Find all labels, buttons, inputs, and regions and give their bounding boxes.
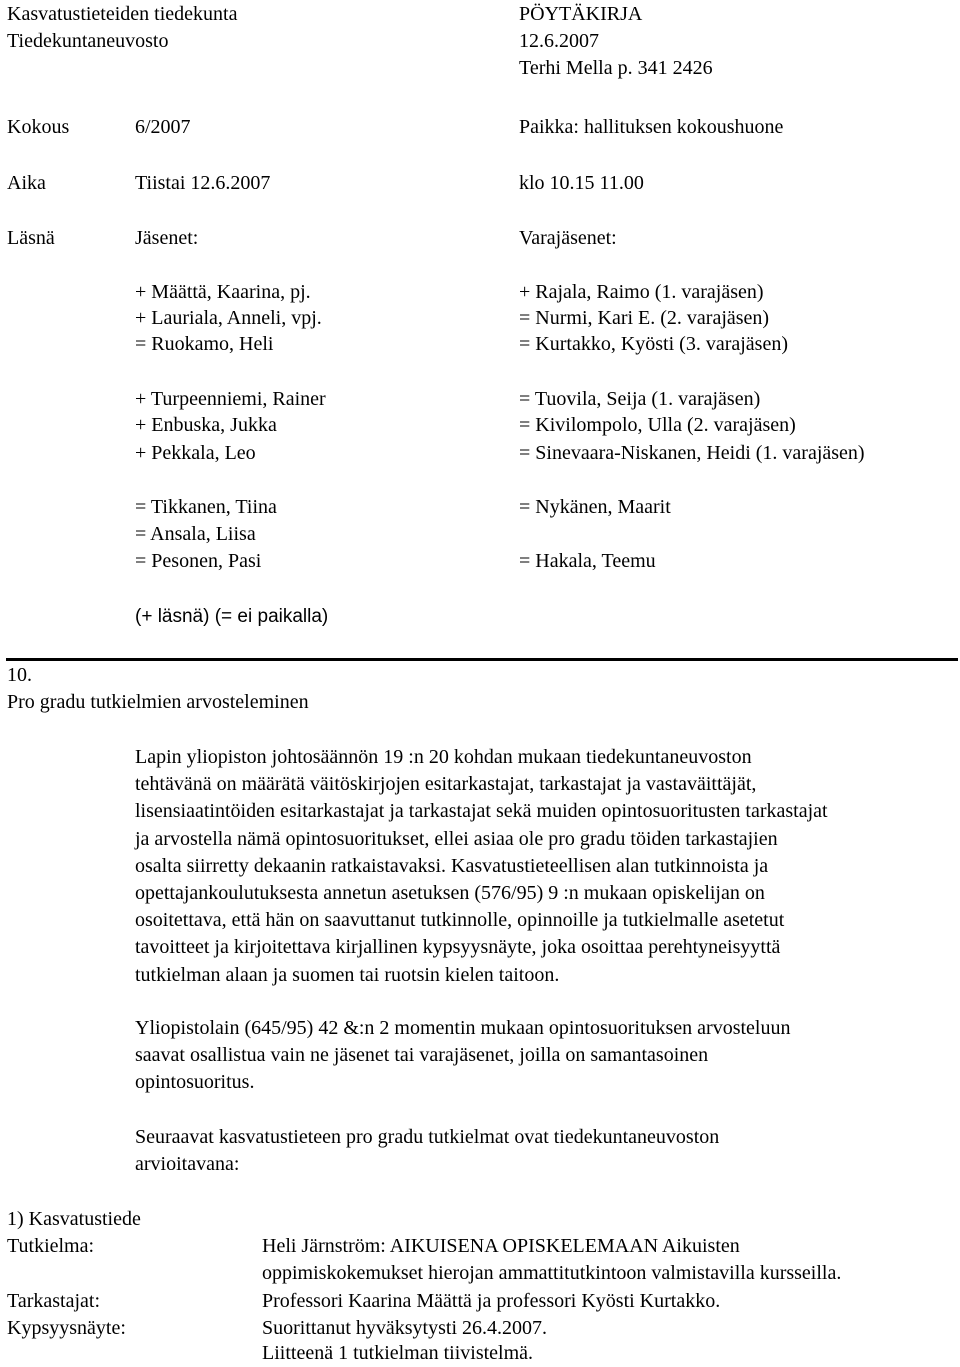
paragraph-university-law — [135, 1015, 955, 1097]
paragraph-line: lisensiaatintöiden esitarkastajat ja tarkastajat sekä muiden opintosuoritusten tarkastajat — [135, 800, 828, 823]
attendance-legend: (+ läsnä) (= ei paikalla) — [135, 606, 329, 627]
paragraph-line: osalta siirretty dekaanin ratkaistavaksi. Kasvatustieteellisen alan tutkinnoista ja — [135, 854, 769, 877]
meeting-time: klo 10.15 11.00 — [519, 172, 644, 194]
deputy-entry: = Nykänen, Maarit — [519, 496, 671, 518]
document-type: PÖYTÄKIRJA — [519, 3, 643, 25]
deputy-entry: + Rajala, Raimo (1. varajäsen) — [519, 281, 764, 303]
member-entry: + Turpeenniemi, Rainer — [135, 388, 326, 410]
thesis-label: Tutkielma: — [7, 1235, 95, 1257]
examiners-value: Professori Kaarina Määttä ja professori Kyösti Kurtakko. — [262, 1290, 721, 1312]
lasna-label: Läsnä — [7, 227, 55, 249]
paragraph-line: Lapin yliopiston johtosäännön 19 :n 20 kohdan mukaan tiedekuntaneuvoston — [135, 746, 752, 768]
member-entry: = Tikkanen, Tiina — [135, 496, 277, 518]
deputy-entry: = Kurtakko, Kyösti (3. varajäsen) — [519, 333, 788, 355]
member-entry: = Ansala, Liisa — [135, 523, 256, 545]
aika-value: Tiistai 12.6.2007 — [135, 172, 271, 194]
aika-label: Aika — [7, 172, 46, 194]
council-name: Tiedekuntaneuvosto — [7, 30, 169, 52]
deputy-entry: = Kivilompolo, Ulla (2. varajäsen) — [519, 414, 796, 436]
members-label: Jäsenet: — [135, 227, 199, 249]
paragraph-line: saavat osallistua vain ne jäsenet tai varajäsenet, joilla on samantasoinen — [135, 1044, 709, 1067]
paragraph-statute — [135, 744, 955, 989]
maturity-value: Suorittanut hyväksytysti 26.4.2007. — [262, 1317, 547, 1339]
section-title: Pro gradu tutkielmien arvosteleminen — [7, 691, 309, 713]
paragraph-line: opettajankoulutuksesta annetun asetuksen (576/95) 9 :n mukaan opiskelijan on — [135, 882, 765, 905]
thesis-title-line1: Heli Järnström: AIKUISENA OPISKELEMAAN Aikuisten — [262, 1235, 740, 1257]
deputies-label: Varajäsenet: — [519, 227, 617, 249]
section-number: 10. — [7, 664, 32, 686]
member-entry: = Pesonen, Pasi — [135, 550, 262, 572]
document-date: 12.6.2007 — [519, 30, 599, 52]
attachment-note: Liitteenä 1 tutkielman tiivistelmä. — [262, 1342, 534, 1364]
deputy-entry: = Sinevaara-Niskanen, Heidi (1. varajäsen) — [519, 442, 865, 464]
deputy-entry: = Nurmi, Kari E. (2. varajäsen) — [519, 307, 770, 329]
member-entry: + Enbuska, Jukka — [135, 414, 277, 436]
examiners-label: Tarkastajat: — [7, 1290, 100, 1312]
member-entry: + Lauriala, Anneli, vpj. — [135, 307, 322, 329]
paragraph-line: Seuraavat kasvatustieteen pro gradu tutkielmat ovat tiedekuntaneuvoston — [135, 1126, 720, 1148]
maturity-label: Kypsyysnäyte: — [7, 1317, 126, 1339]
thesis-title-line2: oppimiskokemukset hierojan ammattitutkintoon valmistavilla kursseilla. — [262, 1262, 842, 1284]
deputy-entry: = Hakala, Teemu — [519, 550, 656, 572]
paragraph-line: tutkielman alaan ja suomen tai ruotsin kielen taitoon. — [135, 963, 560, 986]
paragraph-line: tavoitteet ja kirjoitettava kirjallinen kypsyysnäyte, joka osoittaa perehtyneisyyttä — [135, 936, 781, 959]
item-heading: 1) Kasvatustiede — [7, 1208, 141, 1230]
member-entry: + Määttä, Kaarina, pj. — [135, 281, 311, 303]
meeting-place: Paikka: hallituksen kokoushuone — [519, 116, 784, 138]
paragraph-line: osoitettava, että hän on saavuttanut tutkinnolle, opinnoille ja tutkielmalle asetetut — [135, 909, 785, 932]
paragraph-line: arvioitavana: — [135, 1153, 240, 1176]
paragraph-line: ja arvostella nämä opintosuoritukset, ellei asiaa ole pro gradu töiden tarkastajien — [135, 827, 778, 850]
paragraph-theses-intro — [135, 1124, 955, 1178]
faculty-name: Kasvatustieteiden tiedekunta — [7, 3, 238, 25]
section-divider — [6, 658, 958, 661]
deputy-entry: = Tuovila, Seija (1. varajäsen) — [519, 388, 761, 410]
kokous-value: 6/2007 — [135, 116, 191, 138]
member-entry: = Ruokamo, Heli — [135, 333, 274, 355]
paragraph-line: Yliopistolain (645/95) 42 &:n 2 momentin mukaan opintosuorituksen arvosteluun — [135, 1017, 791, 1039]
paragraph-line: tehtävänä on määrätä väitöskirjojen esitarkastajat, tarkastajat ja vastaväittäjät, — [135, 773, 757, 796]
paragraph-line: opintosuoritus. — [135, 1071, 255, 1094]
contact-person: Terhi Mella p. 341 2426 — [519, 57, 713, 79]
kokous-label: Kokous — [7, 116, 70, 138]
member-entry: + Pekkala, Leo — [135, 442, 256, 464]
